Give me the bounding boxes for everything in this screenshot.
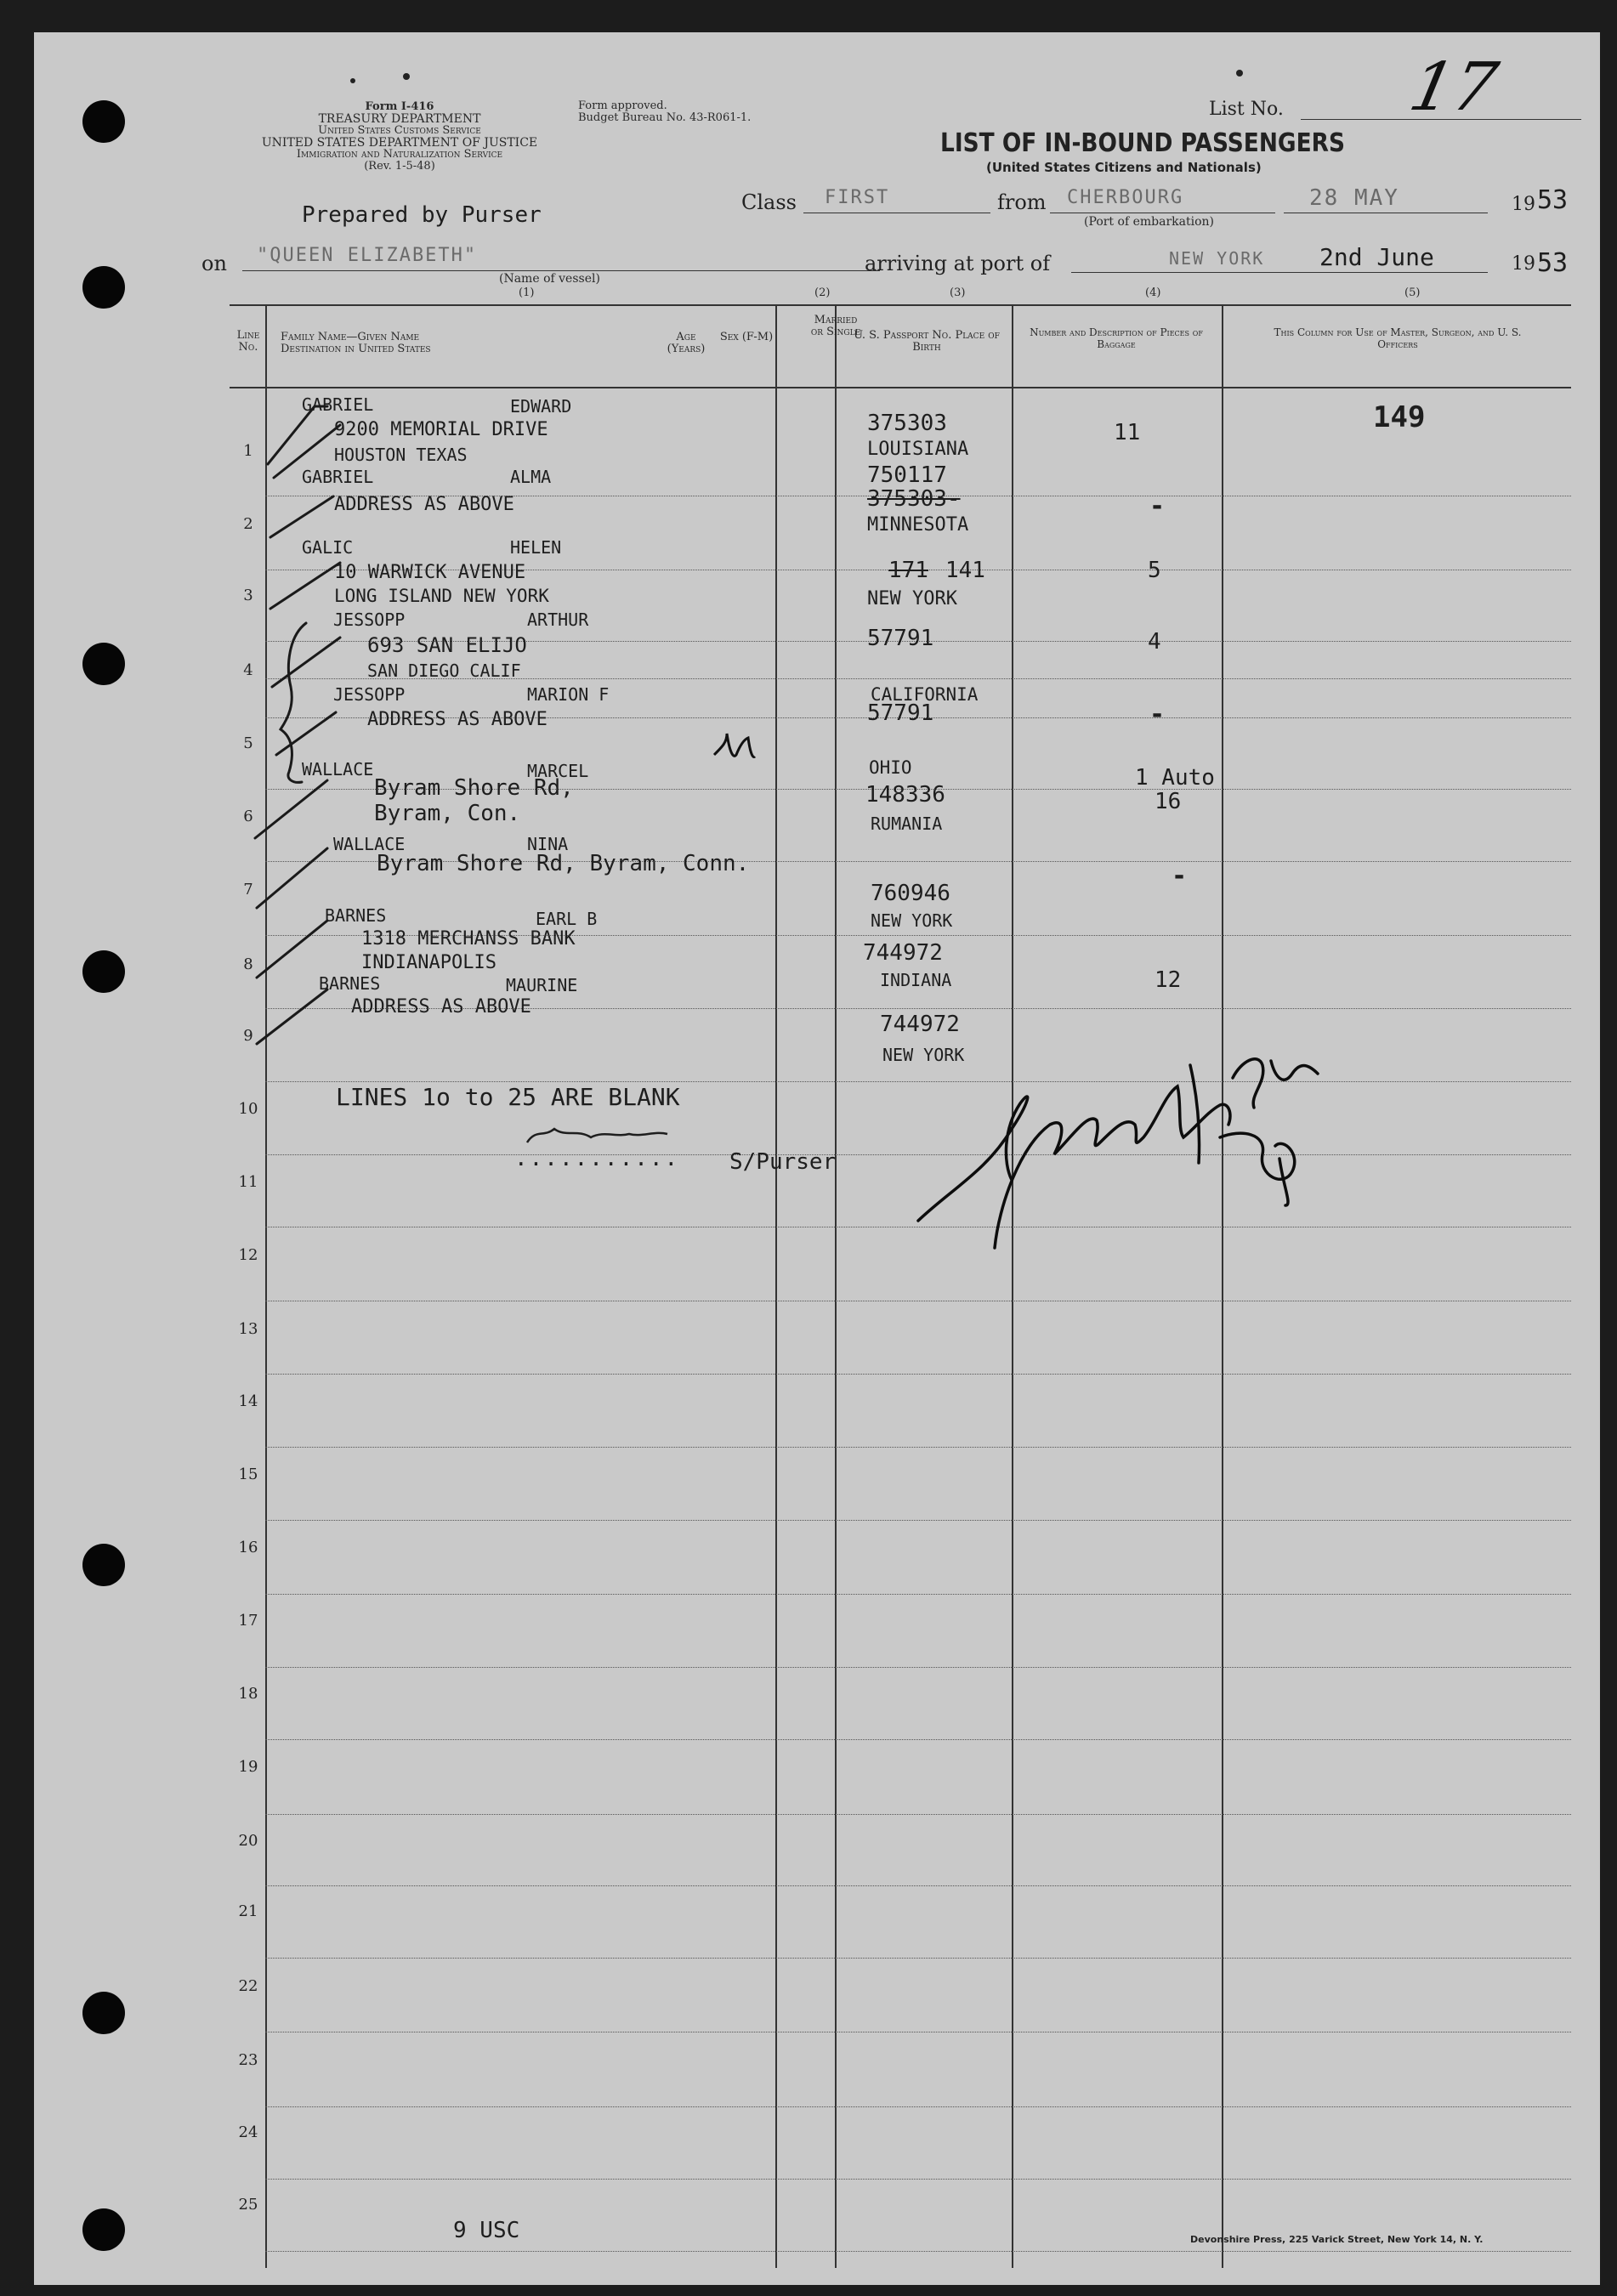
class-value: FIRST [825,187,890,208]
class-label: Class [741,190,797,214]
blank-lines-note: LINES 1o to 25 ARE BLANK [336,1083,680,1111]
passenger-9-passport: 744972 [880,1012,960,1037]
prepared-by: Prepared by Purser [302,202,542,228]
passenger-2-address-1: ADDRESS AS ABOVE [334,494,514,515]
customs-service: United States Customs Service [318,124,481,137]
arriving-label: arriving at port of [865,252,1051,275]
passenger-6-family: WALLACE [302,759,374,780]
passenger-3-address-1: 10 WARWICK AVENUE [334,562,526,583]
passenger-3-passport: 141 [945,558,985,583]
line-number: 19 [238,1758,258,1776]
passenger-7-given: NINA [527,834,569,854]
ins-service: Immigration and Naturalization Service [296,148,503,161]
passenger-8-baggage: 12 [1155,967,1182,993]
passenger-4-baggage: 4 [1148,629,1161,655]
year-value: 53 [1537,185,1569,215]
line-number: 18 [238,1685,258,1703]
header-married: Married or Single [810,314,861,338]
passenger-3-baggage: 5 [1148,558,1161,583]
passenger-6-address-1: Byram Shore Rd, [374,775,574,801]
form-approved: Form approved. [578,99,667,112]
passenger-2-passport-struck: 375303- [867,486,961,512]
passenger-2-given: ALMA [510,467,552,487]
printer-credit: Devonshire Press, 225 Varick Street, New York 14, N. Y. [1190,2234,1484,2245]
arrival-date: 2nd June [1319,243,1434,271]
col-num-4: (4) [1145,286,1161,299]
purser-sign-dots: ........... [514,1146,680,1171]
handwritten-marks [34,32,1600,2285]
revision: (Rev. 1-5-48) [364,160,435,173]
vessel-caption: (Name of vessel) [499,272,600,286]
passenger-1-baggage: 11 [1114,420,1141,445]
on-label: on [201,252,227,275]
year-prefix: 19 [1512,194,1535,215]
passenger-1-family: GABRIEL [302,394,374,415]
line-number: 14 [238,1392,258,1410]
passenger-3-given: HELEN [510,537,562,558]
passenger-1-passport: 375303 [867,411,947,436]
passenger-4-address-1: 693 SAN ELIJO [367,633,527,657]
arrival-year: 53 [1537,248,1569,278]
header-age: Age (Years) [667,331,706,355]
line-number: 21 [238,1902,258,1920]
page-subtitle: (United States Citizens and Nationals) [986,160,1262,175]
header-name: Family Name—Given Name [281,331,420,343]
line-number: 13 [238,1320,258,1338]
col-num-2: (2) [814,286,831,299]
passenger-5-family: JESSOPP [333,684,406,705]
line-number: 7 [243,881,253,899]
line-number: 4 [243,661,253,679]
passenger-4-birthplace: CALIFORNIA [871,684,979,705]
page-title: LIST OF IN-BOUND PASSENGERS [940,128,1345,158]
line-number: 12 [238,1246,258,1264]
line-number: 25 [238,2196,258,2214]
passenger-5-birthplace: OHIO [869,757,912,778]
treasury-dept: TREASURY DEPARTMENT [318,112,481,126]
list-no-label: List No. [1209,99,1284,120]
line-number: 3 [243,587,253,604]
passenger-6-birthplace: RUMANIA [871,814,943,834]
passenger-3-birthplace: NEW YORK [867,588,957,609]
passenger-4-passport: 57791 [867,626,934,651]
passenger-6-address-2: Byram, Con. [374,801,521,826]
from-label: from [997,190,1047,214]
document-page [34,32,1600,2285]
purser-sign-suffix: S/Purser [729,1149,837,1175]
passenger-2-passport: 750117 [867,462,947,488]
col-num-5: (5) [1404,286,1421,299]
col-num-3: (3) [950,286,966,299]
header-line-no: Line No. [236,329,260,354]
arrival-port: NEW YORK [1169,248,1265,269]
passenger-7-family: WALLACE [333,834,406,854]
line-number: 20 [238,1832,258,1850]
passenger-5-address-1: ADDRESS AS ABOVE [367,709,548,730]
passenger-5-baggage: - [1149,700,1166,729]
form-number: Form I-416 [365,100,434,113]
list-no-handwritten: 17 [1403,49,1504,126]
passenger-2-baggage: - [1149,491,1166,521]
passenger-7-passport: 760946 [871,881,950,906]
passenger-9-birthplace: NEW YORK [882,1045,965,1065]
passenger-8-birthplace: INDIANA [880,970,952,990]
line-number: 9 [243,1027,253,1045]
header-sex: Sex (F-M) [719,331,774,343]
passenger-9-family: BARNES [319,973,381,994]
passenger-4-address-2: SAN DIEGO CALIF [367,660,521,681]
passenger-9-given: MAURINE [506,975,578,995]
passenger-1-address-1: 9200 MEMORIAL DRIVE [334,419,548,440]
line-number: 16 [238,1539,258,1556]
line-number: 8 [243,955,253,973]
port-embarkation-caption: (Port of embarkation) [1084,215,1214,229]
passenger-4-given: ARTHUR [527,609,589,630]
date-value: 28 MAY [1309,185,1399,211]
passenger-8-passport: 744972 [863,940,943,966]
passenger-3-passport-struck: 171 [888,558,928,583]
passenger-6-baggage-1: 1 Auto [1135,765,1215,791]
passenger-6-baggage-2: 16 [1155,789,1182,814]
line-number: 6 [243,808,253,825]
arrival-year-prefix: 19 [1512,253,1535,275]
budget-bureau: Budget Bureau No. 43-R061-1. [578,111,752,124]
line-number: 1 [243,442,253,460]
passenger-7-address-1: Byram Shore Rd, Byram, Conn. [377,851,750,876]
passenger-6-given: MARCEL [527,761,589,781]
passenger-1-birthplace: LOUISIANA [867,439,969,460]
line-number: 17 [238,1612,258,1630]
passenger-1-given: EDWARD [510,396,572,417]
footer-code: 9 USC [453,2218,520,2243]
from-value: CHERBOURG [1067,187,1184,208]
line-number: 24 [238,2123,258,2141]
passenger-7-baggage: - [1172,861,1188,891]
passenger-2-birthplace: MINNESOTA [867,514,969,536]
passenger-8-given: EARL B [536,909,598,929]
header-destination: Destination in United States [281,343,431,355]
col-num-1: (1) [519,286,535,299]
header-passport: U. S. Passport No. Place of Birth [854,329,1000,354]
passenger-3-address-2: LONG ISLAND NEW YORK [334,586,549,606]
line-number: 23 [238,2051,258,2069]
passenger-1-officer-number: 149 [1373,400,1426,434]
vessel-value: "QUEEN ELIZABETH" [257,245,478,266]
passenger-8-address-1: 1318 MERCHANSS BANK [361,928,576,950]
line-number: 5 [243,734,253,752]
passenger-6-passport: 148336 [865,782,945,808]
passenger-1-address-2: HOUSTON TEXAS [334,445,468,465]
header-baggage: Number and Description of Pieces of Baggage [1030,326,1203,350]
line-number: 11 [238,1173,258,1191]
passenger-5-passport: 57791 [867,700,934,726]
passenger-4-family: JESSOPP [333,609,406,630]
line-number: 2 [243,515,253,533]
passenger-3-family: GALIC [302,537,354,558]
passenger-9-address-1: ADDRESS AS ABOVE [351,996,531,1018]
line-number: 22 [238,1977,258,1995]
passenger-2-family: GABRIEL [302,467,374,487]
header-officers: This Column for Use of Master, Surgeon, and U. S. Officers [1274,326,1522,350]
passenger-8-family: BARNES [325,905,387,926]
passenger-7-birthplace: NEW YORK [871,910,953,931]
passenger-5-given: MARION F [527,684,610,705]
line-number: 15 [238,1465,258,1483]
justice-dept: UNITED STATES DEPARTMENT OF JUSTICE [261,136,538,150]
passenger-8-address-2: INDIANAPOLIS [361,952,496,973]
line-number: 10 [238,1100,258,1118]
